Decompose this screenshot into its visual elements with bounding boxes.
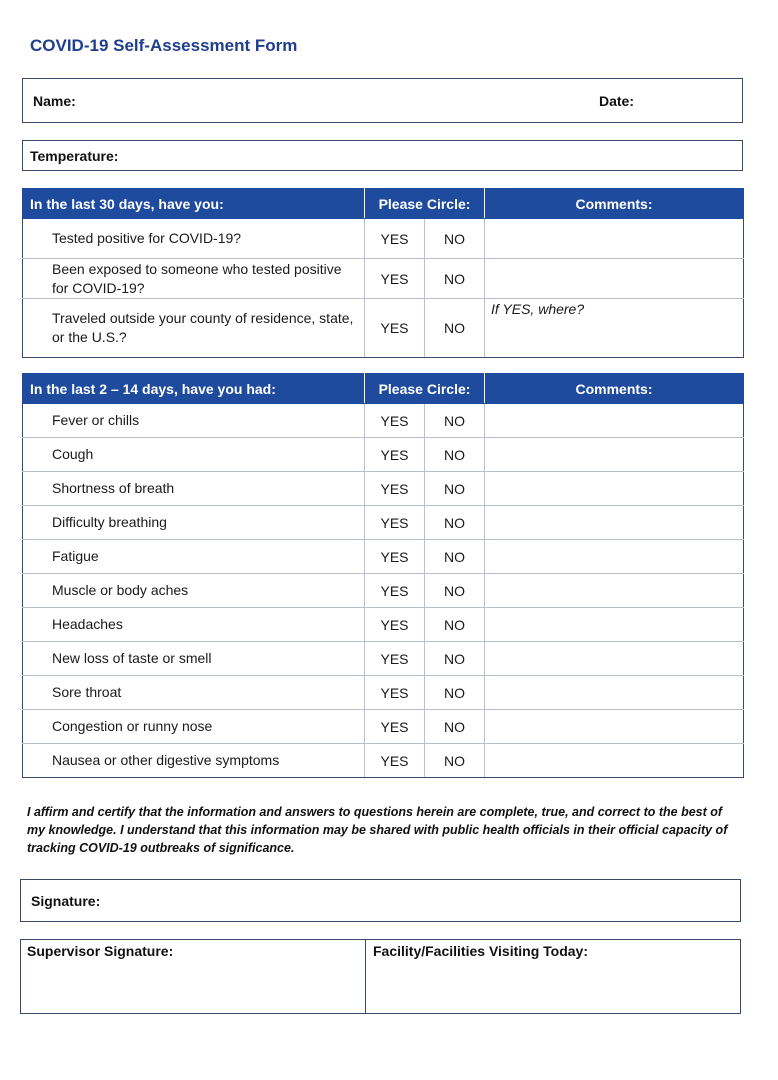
comment-cell[interactable] xyxy=(485,219,744,259)
table-row xyxy=(23,219,744,259)
table-row xyxy=(23,506,744,540)
no-option[interactable]: NO xyxy=(425,608,485,642)
question-cell: Been exposed to someone who tested positive for COVID-19? xyxy=(23,259,365,299)
table-row xyxy=(23,744,744,778)
column-divider xyxy=(365,940,366,1013)
no-option[interactable]: NO xyxy=(425,404,485,438)
name-date-box[interactable] xyxy=(22,78,743,123)
comment-cell[interactable] xyxy=(485,676,744,710)
yes-option[interactable]: YES xyxy=(365,676,425,710)
table-row xyxy=(23,710,744,744)
no-option[interactable]: NO xyxy=(425,299,485,358)
comment-cell[interactable] xyxy=(485,404,744,438)
comment-cell[interactable] xyxy=(485,472,744,506)
table-row xyxy=(23,608,744,642)
yes-option[interactable]: YES xyxy=(365,642,425,676)
no-option[interactable]: NO xyxy=(425,710,485,744)
table-row xyxy=(23,676,744,710)
table-row xyxy=(23,259,744,299)
symptom-cell: Congestion or runny nose xyxy=(23,710,365,744)
yes-option[interactable]: YES xyxy=(365,574,425,608)
yes-option[interactable]: YES xyxy=(365,259,425,299)
supervisor-signature-label: Supervisor Signature: xyxy=(27,943,174,959)
comment-cell[interactable] xyxy=(485,608,744,642)
no-option[interactable]: NO xyxy=(425,472,485,506)
yes-option[interactable]: YES xyxy=(365,299,425,358)
no-option[interactable]: NO xyxy=(425,744,485,778)
section1-comments-header: Comments: xyxy=(485,189,744,219)
symptom-cell: Headaches xyxy=(23,608,365,642)
section1-question-header: In the last 30 days, have you: xyxy=(23,189,365,219)
form-title: COVID-19 Self-Assessment Form xyxy=(30,36,298,55)
facility-visiting-label: Facility/Facilities Visiting Today: xyxy=(373,943,588,959)
symptom-cell: Muscle or body aches xyxy=(23,574,365,608)
symptom-cell: Cough xyxy=(23,438,365,472)
no-option[interactable]: NO xyxy=(425,574,485,608)
affirmation-statement: I affirm and certify that the information and answers to questions herein are complete, true, and correct to the best of my knowledge. I understand that this information may be shared with public health officials in their official capacity of tracking COVID-19 outbreaks of significance. xyxy=(27,805,728,855)
symptom-cell: Fever or chills xyxy=(23,404,365,438)
question-cell: Traveled outside your county of residence, state, or the U.S.? xyxy=(23,299,365,358)
table-row xyxy=(23,299,744,358)
temperature-box[interactable] xyxy=(22,140,743,171)
table-row xyxy=(23,540,744,574)
comment-cell[interactable] xyxy=(485,540,744,574)
symptom-cell: Sore throat xyxy=(23,676,365,710)
yes-option[interactable]: YES xyxy=(365,472,425,506)
symptom-cell: Fatigue xyxy=(23,540,365,574)
symptom-cell: Difficulty breathing xyxy=(23,506,365,540)
travel-comment-hint: If YES, where? xyxy=(491,301,585,317)
yes-option[interactable]: YES xyxy=(365,506,425,540)
symptom-cell: Shortness of breath xyxy=(23,472,365,506)
comment-cell[interactable] xyxy=(485,744,744,778)
section1-circle-header: Please Circle: xyxy=(365,189,485,219)
no-option[interactable]: NO xyxy=(425,540,485,574)
name-label: Name: xyxy=(33,93,76,109)
yes-option[interactable]: YES xyxy=(365,540,425,574)
comment-cell[interactable] xyxy=(485,299,744,358)
table-row xyxy=(23,438,744,472)
signature-label: Signature: xyxy=(31,893,101,909)
yes-option[interactable]: YES xyxy=(365,710,425,744)
section2-circle-header: Please Circle: xyxy=(365,374,485,404)
no-option[interactable]: NO xyxy=(425,259,485,299)
yes-option[interactable]: YES xyxy=(365,608,425,642)
signature-box[interactable] xyxy=(20,879,741,922)
no-option[interactable]: NO xyxy=(425,642,485,676)
last-2-14-days-table xyxy=(22,373,744,778)
no-option[interactable]: NO xyxy=(425,506,485,540)
yes-option[interactable]: YES xyxy=(365,744,425,778)
table-row xyxy=(23,472,744,506)
table-row xyxy=(23,642,744,676)
last-30-days-table xyxy=(22,188,744,358)
comment-cell[interactable] xyxy=(485,438,744,472)
comment-cell[interactable] xyxy=(485,574,744,608)
section2-comments-header: Comments: xyxy=(485,374,744,404)
no-option[interactable]: NO xyxy=(425,219,485,259)
symptom-cell: Nausea or other digestive symptoms xyxy=(23,744,365,778)
date-label: Date: xyxy=(599,93,635,109)
comment-cell[interactable] xyxy=(485,506,744,540)
yes-option[interactable]: YES xyxy=(365,404,425,438)
temperature-label: Temperature: xyxy=(30,148,119,164)
question-cell: Tested positive for COVID-19? xyxy=(23,219,365,259)
no-option[interactable]: NO xyxy=(425,676,485,710)
table-row xyxy=(23,574,744,608)
no-option[interactable]: NO xyxy=(425,438,485,472)
yes-option[interactable]: YES xyxy=(365,219,425,259)
yes-option[interactable]: YES xyxy=(365,438,425,472)
section2-question-header: In the last 2 – 14 days, have you had: xyxy=(23,374,365,404)
symptom-cell: New loss of taste or smell xyxy=(23,642,365,676)
comment-cell[interactable] xyxy=(485,642,744,676)
table-row xyxy=(23,404,744,438)
supervisor-facility-box xyxy=(20,939,741,1014)
comment-cell[interactable] xyxy=(485,710,744,744)
comment-cell[interactable] xyxy=(485,259,744,299)
